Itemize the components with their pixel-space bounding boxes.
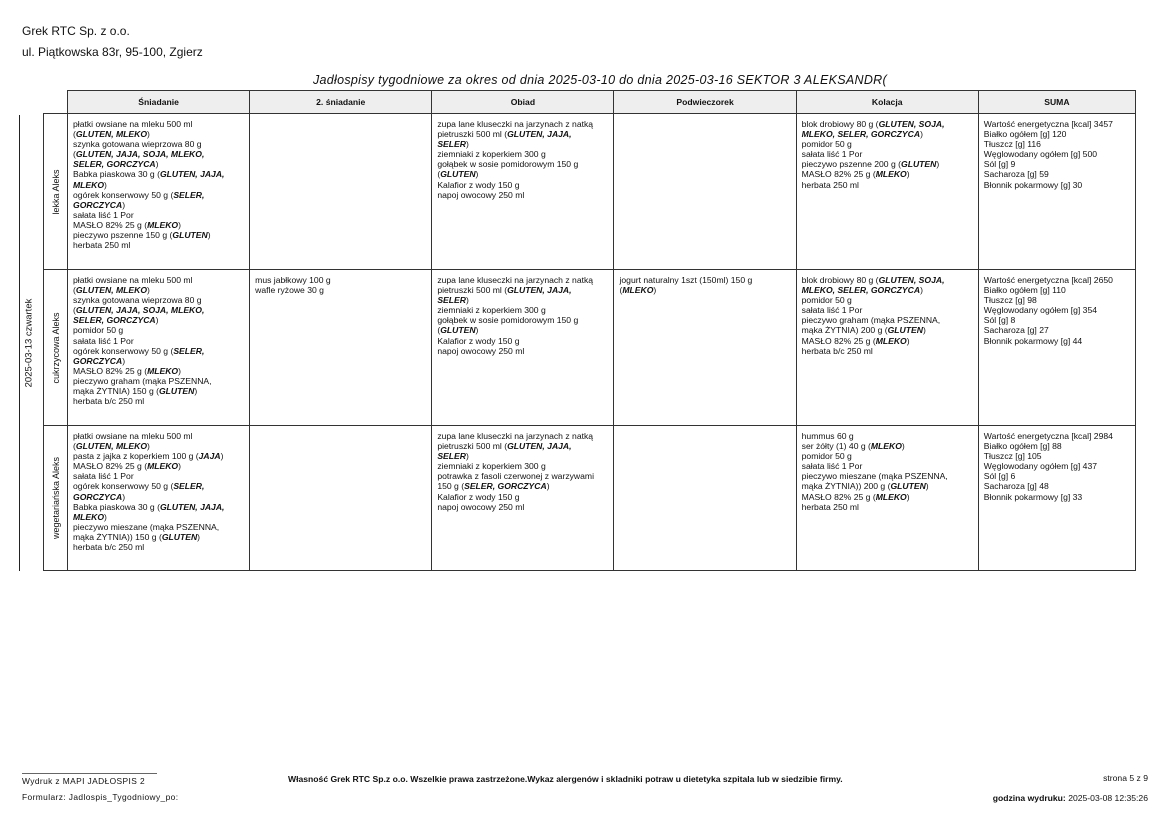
allergen-text: MLEKO (147, 219, 179, 230)
allergen-text: MLEKO (870, 441, 902, 452)
allergen-text: GLUTEN, MLEKO (75, 129, 148, 140)
menu-line: mąka ŻYTNIA)) 150 g (GLUTEN) (73, 531, 201, 542)
cell-podwieczorek (614, 270, 796, 426)
menu-line: zupa lane kluseczki na jarzynach z natką (437, 119, 594, 129)
menu-line: Błonnik pokarmowy [g] 30 (983, 179, 1083, 190)
menu-line: płatki owsiane na mleku 500 ml (73, 119, 193, 129)
menu-line: SELER) (437, 295, 469, 306)
cell-sniadanie (68, 270, 250, 426)
print-time-value: 2025-03-08 12:35:26 (1068, 793, 1148, 803)
allergen-text: GLUTEN (440, 169, 476, 180)
allergen-text: GLUTEN, JAJA, SOJA, MLEKO, (75, 305, 205, 316)
menu-line: pomidor 50 g (801, 139, 852, 150)
menu-line: Wartość energetyczna [kcal] 3457 (983, 119, 1113, 129)
allergen-text: SELER, (173, 481, 205, 492)
diet-label-cell (44, 270, 68, 426)
menu-line: mąka ŻYTNIA)) 200 g (GLUTEN) (801, 481, 929, 492)
diet-label-cell (44, 114, 68, 270)
allergen-text: GLUTEN, SOJA, (878, 119, 945, 129)
allergen-text: GLUTEN, JAJA, (159, 169, 225, 180)
menu-line: napoj owocowy 250 ml (437, 501, 525, 512)
allergen-text: GORCZYCA (73, 355, 123, 366)
menu-line: Węglowodany ogółem [g] 354 (983, 305, 1098, 316)
menu-line: szynka gotowana wieprzowa 80 g (73, 139, 202, 150)
allergen-text: SELER, (173, 189, 205, 200)
menu-line: pieczywo mieszane (mąka PSZENNA, (801, 471, 948, 482)
allergen-text: MLEKO (622, 285, 654, 296)
cell-suma (978, 114, 1135, 270)
allergen-text: SELER, GORCZYCA (73, 315, 156, 326)
menu-line: SELER) (437, 139, 469, 150)
menu-line: ogórek konserwowy 50 g (SELER, (73, 345, 205, 356)
allergen-text: MLEKO (875, 169, 907, 180)
company-address: ul. Piątkowska 83r, 95-100, Zgierz (22, 45, 203, 59)
menu-line: (GLUTEN, MLEKO) (73, 441, 150, 452)
allergen-text: SELER, GORCZYCA (73, 159, 156, 170)
cell-sniadanie (68, 426, 250, 571)
menu-line: MASŁO 82% 25 g (MLEKO) (73, 461, 181, 472)
cell-lines (984, 119, 1130, 190)
menu-line: GORCZYCA) (73, 355, 126, 366)
menu-line: pieczywo graham (mąka PSZENNA, (801, 315, 941, 326)
cell-lines (802, 431, 973, 512)
menu-line: zupa lane kluseczki na jarzynach z natką (437, 431, 594, 441)
menu-line: sałata liść 1 Por (73, 471, 134, 482)
menu-line: Białko ogółem [g] 88 (983, 441, 1062, 452)
header-2-sniadanie: 2. śniadanie (250, 91, 432, 114)
allergen-text: SELER, (173, 345, 205, 356)
menu-line: (GLUTEN) (437, 325, 479, 336)
cell-2-sniadanie (250, 426, 432, 571)
menu-line: herbata b/c 250 ml (801, 345, 873, 356)
diet-label: wegetariańska Aleks (50, 456, 61, 540)
menu-line: Kalafior z wody 150 g (437, 491, 520, 502)
menu-line: Wartość energetyczna [kcal] 2984 (983, 431, 1113, 441)
cell-podwieczorek (614, 426, 796, 571)
allergen-text: JAJA (198, 451, 221, 462)
menu-line: (MLEKO) (619, 285, 657, 296)
allergen-text: GLUTEN (172, 230, 208, 241)
cell-suma (978, 426, 1135, 571)
cell-2-sniadanie (250, 270, 432, 426)
menu-line: SELER, GORCZYCA) (73, 315, 159, 326)
menu-line: Sól [g] 9 (983, 159, 1016, 170)
allergen-text: GORCZYCA (73, 199, 123, 210)
menu-line: pomidor 50 g (801, 295, 852, 306)
allergen-text: GLUTEN, JAJA, (507, 285, 572, 296)
allergen-text: GLUTEN (158, 386, 195, 397)
header-sniadanie: Śniadanie (68, 91, 250, 114)
menu-line: ziemniaki z koperkiem 300 g (437, 461, 546, 472)
cell-lines (73, 275, 244, 406)
allergen-text: GLUTEN, SOJA, (878, 275, 945, 285)
allergen-text: MLEKO (73, 179, 105, 190)
menu-line: mus jabłkowy 100 g (255, 275, 331, 285)
menu-line: pieczywo graham (mąka PSZENNA, (73, 375, 212, 386)
menu-line: Kalafior z wody 150 g (437, 179, 520, 190)
cell-obiad (432, 270, 614, 426)
allergen-text: MLEKO (875, 335, 907, 346)
allergen-text: GLUTEN (901, 159, 937, 170)
menu-line: Tłuszcz [g] 105 (983, 451, 1042, 462)
menu-line: herbata b/c 250 ml (73, 542, 145, 553)
menu-line: pietruszki 500 ml (GLUTEN, JAJA, (437, 129, 572, 140)
header-suma: SUMA (978, 91, 1135, 114)
menu-line: potrawka z fasoli czerwonej z warzywami (437, 471, 594, 482)
menu-line: MLEKO, SELER, GORCZYCA) (801, 129, 923, 140)
allergen-text: GLUTEN, MLEKO (75, 285, 148, 296)
allergen-text: GLUTEN, JAJA, (507, 441, 572, 452)
menu-line: Wartość energetyczna [kcal] 2650 (983, 275, 1113, 285)
cell-podwieczorek (614, 114, 796, 270)
menu-line: Węglowodany ogółem [g] 437 (983, 461, 1098, 472)
menu-line: MASŁO 82% 25 g (MLEKO) (801, 169, 910, 180)
menu-line: płatki owsiane na mleku 500 ml (73, 431, 193, 441)
cell-kolacja (796, 270, 978, 426)
cell-kolacja (796, 426, 978, 571)
footer-ownership: Własność Grek RTC Sp.z o.o. Wszelkie prawa zastrzeżone.Wykaz alergenów i skladniki potraw u dietetyka szpitala lub w siedzibie firmy. (288, 774, 843, 784)
page-number: strona 5 z 9 (1103, 773, 1148, 783)
allergen-text: SELER, GORCZYCA (464, 481, 547, 492)
menu-line: jogurt naturalny 1szt (150ml) 150 g (619, 275, 753, 285)
menu-line: herbata 250 ml (73, 240, 131, 251)
allergen-text: MLEKO, SELER, GORCZYCA (801, 129, 921, 140)
menu-line: pomidor 50 g (73, 325, 124, 336)
menu-line: Babka piaskowa 30 g (GLUTEN, JAJA, (73, 501, 225, 512)
cell-lines (984, 275, 1130, 346)
allergen-text: MLEKO (875, 491, 907, 502)
menu-line: Tłuszcz [g] 98 (983, 295, 1037, 306)
allergen-text: GLUTEN (890, 481, 926, 492)
allergen-text: MLEKO (147, 461, 179, 472)
cell-sniadanie (68, 114, 250, 270)
menu-line: Błonnik pokarmowy [g] 33 (983, 491, 1083, 502)
menu-line: ogórek konserwowy 50 g (SELER, (73, 189, 205, 200)
menu-line: (GLUTEN, JAJA, SOJA, MLEKO, (73, 149, 205, 160)
date-label: 2025-03-13 czwartek (23, 298, 35, 388)
menu-line: gołąbek w sosie pomidorowym 150 g (437, 315, 579, 326)
menu-line: MASŁO 82% 25 g (MLEKO) (73, 219, 181, 230)
cell-lines (437, 431, 608, 512)
diet-label: lekka Aleks (50, 168, 61, 215)
menu-line: blok drobiowy 80 g (GLUTEN, SOJA, (801, 275, 945, 285)
menu-line: MLEKO, SELER, GORCZYCA) (801, 285, 923, 296)
allergen-text: SELER (437, 139, 466, 150)
cell-lines (73, 431, 244, 552)
cell-lines (802, 119, 973, 190)
menu-line: Węglowodany ogółem [g] 500 (983, 149, 1098, 160)
page-title: Jadłospisy tygodniowe za okres od dnia 2025-03-10 do dnia 2025-03-16 SEKTOR 3 ALEKSANDR( (313, 73, 887, 87)
menu-line: MLEKO) (73, 511, 107, 522)
menu-line: blok drobiowy 80 g (GLUTEN, SOJA, (801, 119, 945, 129)
menu-line: MASŁO 82% 25 g (MLEKO) (801, 491, 910, 502)
print-time-label: godzina wydruku: (992, 793, 1066, 803)
footer-print-source: Wydruk z MAPI JADŁOSPIS 2 (22, 773, 157, 786)
menu-line: zupa lane kluseczki na jarzynach z natką (437, 275, 594, 285)
allergen-text: GLUTEN, JAJA, (159, 501, 225, 512)
allergen-text: SELER (437, 295, 466, 306)
allergen-text: GLUTEN (887, 325, 923, 336)
cell-lines (437, 119, 608, 200)
header-kolacja: Kolacja (796, 91, 978, 114)
menu-line: pietruszki 500 ml (GLUTEN, JAJA, (437, 441, 572, 452)
cell-lines (984, 431, 1130, 502)
menu-line: ziemniaki z koperkiem 300 g (437, 149, 546, 160)
menu-line: pieczywo pszenne 200 g (GLUTEN) (801, 159, 940, 170)
menu-line: ogórek konserwowy 50 g (SELER, (73, 481, 205, 492)
menu-line: napoj owocowy 250 ml (437, 189, 525, 200)
menu-line: Sól [g] 8 (983, 315, 1016, 326)
footer-form: Formularz: Jadlospis_Tygodniowy_po: (22, 792, 179, 802)
menu-line: Białko ogółem [g] 120 (983, 129, 1067, 140)
date-label-box (19, 115, 39, 571)
company-name: Grek RTC Sp. z o.o. (22, 24, 130, 38)
cell-obiad (432, 114, 614, 270)
menu-line: ziemniaki z koperkiem 300 g (437, 305, 546, 316)
cell-suma (978, 270, 1135, 426)
menu-line: Kalafior z wody 150 g (437, 335, 520, 346)
menu-line: Tłuszcz [g] 116 (983, 139, 1041, 150)
menu-line: SELER) (437, 451, 469, 462)
menu-line: Sól [g] 6 (983, 471, 1016, 482)
menu-line: herbata 250 ml (801, 501, 859, 512)
cell-lines (255, 275, 426, 295)
menu-line: herbata b/c 250 ml (73, 396, 145, 407)
menu-line: pomidor 50 g (801, 451, 852, 462)
menu-line: herbata 250 ml (801, 179, 859, 190)
menu-line: pieczywo mieszane (mąka PSZENNA, (73, 521, 220, 532)
allergen-text: GORCZYCA (73, 491, 123, 502)
menu-line: (GLUTEN, MLEKO) (73, 129, 150, 140)
menu-line: Błonnik pokarmowy [g] 44 (983, 335, 1083, 346)
menu-line: mąka ŻYTNIA) 200 g (GLUTEN) (801, 325, 926, 336)
menu-line: pasta z jajka z koperkiem 100 g (JAJA) (73, 451, 224, 462)
cell-obiad (432, 426, 614, 571)
allergen-text: GLUTEN, JAJA, SOJA, MLEKO, (75, 149, 205, 160)
menu-table (43, 90, 1136, 571)
cell-lines (802, 275, 973, 356)
menu-line: wafle ryżowe 30 g (255, 285, 324, 296)
cell-2-sniadanie (250, 114, 432, 270)
allergen-text: GLUTEN, JAJA, (507, 129, 572, 140)
diet-label: cukrzycowa Aleks (50, 311, 61, 384)
header-corner (44, 91, 68, 114)
header-podwieczorek: Podwieczorek (614, 91, 796, 114)
menu-line: gołąbek w sosie pomidorowym 150 g (437, 159, 579, 170)
menu-line: ser żółty (1) 40 g (MLEKO) (801, 441, 905, 452)
menu-line: napoj owocowy 250 ml (437, 345, 525, 356)
menu-line: (GLUTEN, MLEKO) (73, 285, 150, 296)
allergen-text: GLUTEN (440, 325, 476, 336)
menu-line: sałata liść 1 Por (801, 149, 863, 160)
menu-line: (GLUTEN) (437, 169, 479, 180)
menu-line: pieczywo pszenne 150 g (GLUTEN) (73, 230, 211, 241)
allergen-text: MLEKO (147, 365, 179, 376)
allergen-text: GLUTEN, MLEKO (75, 441, 148, 452)
menu-line: Sacharoza [g] 48 (983, 481, 1049, 492)
menu-line: MASŁO 82% 25 g (MLEKO) (801, 335, 910, 346)
menu-line: szynka gotowana wieprzowa 80 g (73, 295, 202, 306)
menu-line: sałata liść 1 Por (73, 209, 134, 220)
menu-line: Babka piaskowa 30 g (GLUTEN, JAJA, (73, 169, 225, 180)
diet-row-lekka (44, 114, 1136, 270)
allergen-text: MLEKO (73, 511, 105, 522)
allergen-text: SELER (437, 451, 466, 462)
menu-line: pietruszki 500 ml (GLUTEN, JAJA, (437, 285, 572, 296)
header-obiad: Obiad (432, 91, 614, 114)
menu-line: mąka ŻYTNIA) 150 g (GLUTEN) (73, 386, 198, 397)
cell-kolacja (796, 114, 978, 270)
cell-lines (73, 119, 244, 250)
menu-line: (GLUTEN, JAJA, SOJA, MLEKO, (73, 305, 205, 316)
menu-line: SELER, GORCZYCA) (73, 159, 159, 170)
menu-line: MASŁO 82% 25 g (MLEKO) (73, 365, 181, 376)
menu-line: hummus 60 g (801, 431, 854, 441)
menu-line: płatki owsiane na mleku 500 ml (73, 275, 193, 285)
allergen-text: MLEKO, SELER, GORCZYCA (801, 285, 921, 296)
menu-line: sałata liść 1 Por (801, 461, 863, 472)
menu-line: MLEKO) (73, 179, 107, 190)
diet-row-cukrzycowa (44, 270, 1136, 426)
menu-line: Sacharoza [g] 59 (983, 169, 1049, 180)
cell-lines (619, 275, 790, 295)
diet-label-cell (44, 426, 68, 571)
cell-lines (437, 275, 608, 356)
print-time (993, 793, 1148, 803)
header-row (44, 91, 1136, 114)
menu-line: sałata liść 1 Por (801, 305, 863, 316)
menu-line: 150 g (SELER, GORCZYCA) (437, 481, 550, 492)
allergen-text: GLUTEN (161, 531, 198, 542)
menu-line: Sacharoza [g] 27 (983, 325, 1049, 336)
diet-row-wegetarianska (44, 426, 1136, 571)
menu-line: sałata liść 1 Por (73, 335, 134, 346)
menu-line: Białko ogółem [g] 110 (983, 285, 1066, 296)
menu-line: GORCZYCA) (73, 491, 126, 502)
menu-line: GORCZYCA) (73, 199, 126, 210)
